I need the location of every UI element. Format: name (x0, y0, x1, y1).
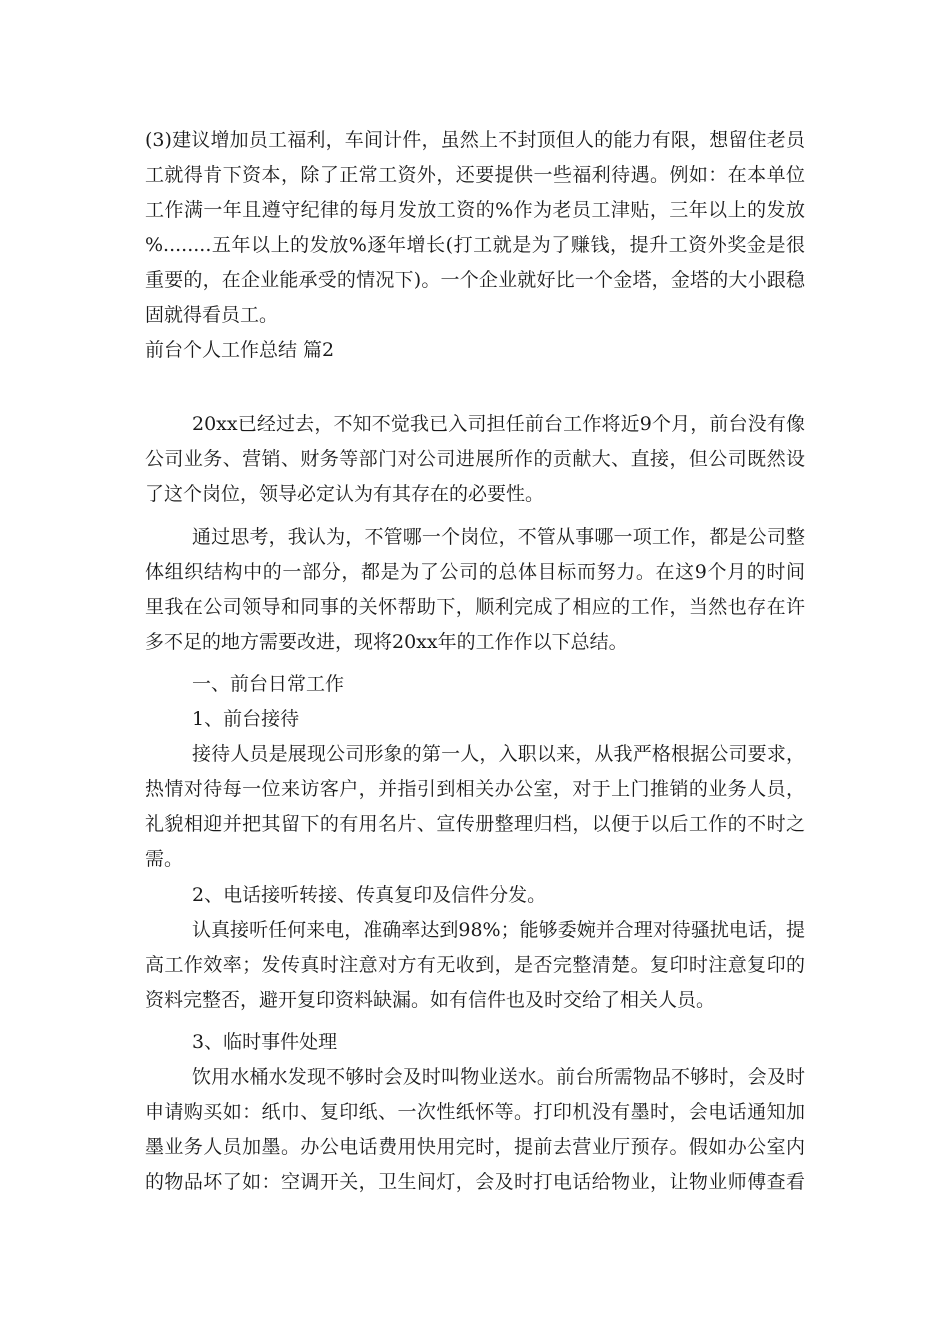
subheading: 一、前台日常工作 (192, 673, 345, 695)
text-line: 申请购买如：纸巾、复印纸、一次性纸怀等。打印机没有墨时，会电话通知加 (145, 1101, 805, 1123)
text-line: 里我在公司领导和同事的关怀帮助下，顺利完成了相应的工作，当然也存在许 (145, 596, 805, 618)
text-line: 体组织结构中的一部分，都是为了公司的总体目标而努力。在这9个月的时间 (145, 561, 805, 583)
text-line: 高工作效率；发传真时注意对方有无收到，是否完整清楚。复印时注意复印的 (145, 954, 805, 976)
text-line: 了这个岗位，领导必定认为有其存在的必要性。 (145, 483, 545, 505)
text-line: 饮用水桶水发现不够时会及时叫物业送水。前台所需物品不够时，会及时 (192, 1066, 805, 1088)
text-line: 认真接听任何来电，准确率达到98%；能够委婉并合理对待骚扰电话，提 (192, 919, 805, 941)
text-line: 礼貌相迎并把其留下的有用名片、宣传册整理归档，以便于以后工作的不时之 (145, 813, 805, 835)
text-line: %........五年以上的发放%逐年增长(打工就是为了赚钱，提升工资外奖金是很 (145, 234, 805, 256)
text-line: 资料完整否，避开复印资料缺漏。如有信件也及时交给了相关人员。 (145, 989, 716, 1011)
subheading: 3、临时事件处理 (192, 1031, 338, 1053)
subheading: 2、电话接听转接、传真复印及信件分发。 (192, 884, 547, 906)
text-line: 多不足的地方需要改进，现将20xx年的工作作以下总结。 (145, 631, 628, 653)
text-line: (3)建议增加员工福利，车间计件，虽然上不封顶但人的能力有限，想留住老员 (145, 129, 805, 151)
text-line: 热情对待每一位来访客户，并指引到相关办公室，对于上门推销的业务人员， (145, 778, 805, 800)
text-line: 的物品坏了如：空调开关，卫生间灯，会及时打电话给物业，让物业师傅查看 (145, 1171, 805, 1193)
subheading: 1、前台接待 (192, 708, 300, 730)
text-line: 工作满一年且遵守纪律的每月发放工资的%作为老员工津贴，三年以上的发放 (145, 199, 805, 221)
text-line: 20xx已经过去，不知不觉我已入司担任前台工作将近9个月，前台没有像 (192, 413, 805, 435)
text-line: 公司业务、营销、财务等部门对公司进展所作的贡献大、直接，但公司既然设 (145, 448, 805, 470)
text-line: 通过思考，我认为，不管哪一个岗位，不管从事哪一项工作，都是公司整 (192, 526, 805, 548)
text-line: 工就得肯下资本，除了正常工资外，还要提供一些福利待遇。例如：在本单位 (145, 164, 805, 186)
text-line: 固就得看员工。 (145, 304, 279, 326)
text-line: 接待人员是展现公司形象的第一人，入职以来，从我严格根据公司要求， (192, 743, 805, 765)
text-line: 墨业务人员加墨。办公电话费用快用完时，提前去营业厅预存。假如办公室内 (145, 1136, 805, 1158)
text-line: 需。 (145, 848, 184, 870)
section-heading: 前台个人工作总结 篇2 (145, 339, 335, 361)
text-line: 重要的，在企业能承受的情况下)。一个企业就好比一个金塔，金塔的大小跟稳 (145, 269, 805, 291)
